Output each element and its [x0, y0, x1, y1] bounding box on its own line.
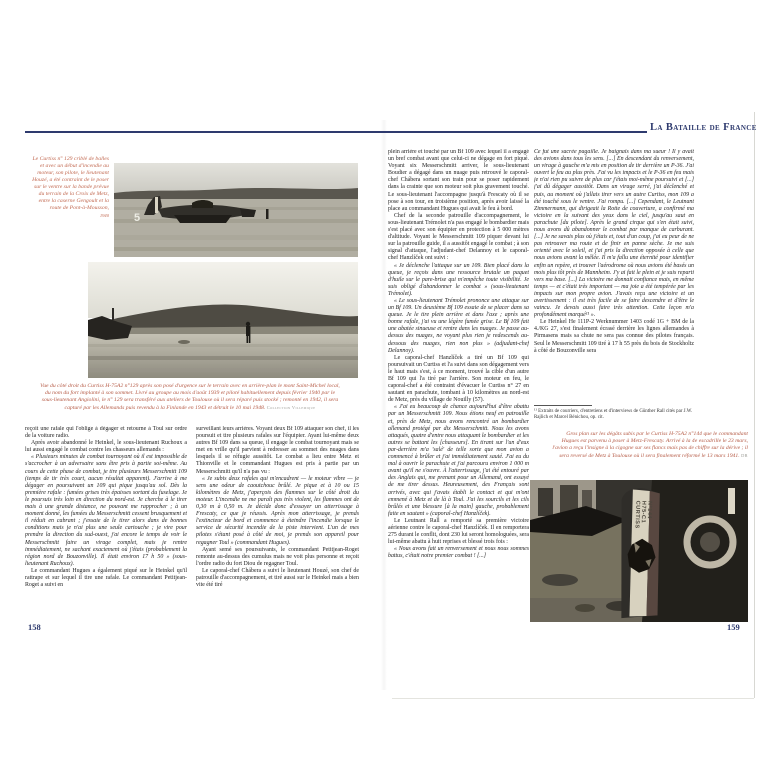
page-edge-bottom [392, 698, 754, 699]
left-page-column-2 [196, 426, 359, 616]
rudder-stencil-line2: H75-C1 [639, 500, 647, 524]
paragraph: Le caporal-chef Chábera a suivi le lieutenant Houzé, son chef de patrouille d'accompagnement, et tiré aussi sur le Heinkel mais a bien vite été tiré [196, 567, 359, 589]
paragraph: surveillant leurs arrières. Voyant deux Bf 109 attaquer son chef, il les poursuit et tire plusieurs rafales sur l'équipier. Ayant lui-même deux autres Bf 109 dans sa queue, il engage le combat tournoyant mais se met en vrille qu'il parvient à redresser au sommet des nuages dans lesquels il se réfugie aussitôt. Le combat a lieu entre Metz et Thionville et le commandant Hugues est pris à partie par un Messerschmitt qu'il n'a pas vu : [196, 426, 359, 475]
photo-curtiss-129-field [114, 163, 358, 257]
photo-caption-left [40, 383, 340, 412]
margin-caption [28, 156, 109, 219]
photo-curtiss-144-rudder-damage [530, 480, 748, 622]
page-number-left: 158 [28, 622, 41, 632]
photo-caption-right [548, 431, 748, 460]
paragraph: « Le sous-lieutenant Trémolet prononce une attaque sur un Bf 109. Un deuxième Bf 109 essaie de se placer dans sa queue. Je le tire plein arrière et dans l'axe ; après une bonne rafale, j'ai vu une légère fumée grise. Le Bf 109 fait une abatée sinueuse et rentre dans les nuages. Je passe au-dessus des nuages, ne voyant plus rien je redescends au-dessous des nuages, rien non plus » (adjudant-chef Delannoy). [388, 297, 529, 354]
paragraph: Le commandant Hugues a également piqué sur le Heinkel qu'il rattrape et sur lequel il tire une rafale. Le commandant Petitjean-Roget a suivi en [25, 567, 187, 589]
rudder [617, 488, 662, 620]
right-page-column-2 [534, 149, 694, 401]
paragraph: « Je déclenche l'attaque sur un 109. Bien placé dans la queue, je reçois dans une ressource brutale un paquet d'huile sur le pare-brise qui m'empêche toute visibilité. Je suis obligé d'abandonner le combat » (sous-lieutenant Trémolet). [388, 262, 529, 297]
paragraph: Le Leutnant Rall a remporté sa première victoire aérienne contre le caporal-chef Hanzlíček. Il en remportera 275 durant le conflit, dont 230 lui seront homologuées, sera lui-même abattu à huit reprises et blessé trois fois : [388, 517, 529, 546]
paragraph: Après avoir abandonné le Heinkel, le sous-lieutenant Ruchoux a lui aussi engagé le combat contre les chasseurs allemands : [25, 440, 187, 454]
paragraph: Ayant semé ses poursuivants, le commandant Petitjean-Roget remonte au-dessus des cumulus mais ne voit plus personne et reçoit l'ordre radio du fort Diou de regagner Toul. [196, 546, 359, 567]
photo-caption-left-credit: Collection Villemique [266, 405, 316, 410]
fuselage-marking [728, 488, 735, 514]
paragraph: « Je subis deux rafales qui m'encadrent — le moteur vibre — je sens une odeur de caoutchouc brûlé. Je pique et à 10 ou 15 kilomètres de Metz, j'aperçois des flammes sur le côté droit du moteur. L'incendie ne me paraît pas très violent, les flammes ont de 0,30 m à 0,50 m. Je décide donc d'essayer un atterrissage à Frescaty, ce que je réussis. Après mon atterrissage, je prends l'extincteur de bord et commence à éteindre l'incendie lorsque le service de sécurité incendie de la piste intervient. L'un de mes pilotes s'étant posé à côté de moi, je prends son appareil pour regagner Toul » (commandant Hugues). [196, 475, 359, 546]
paragraph: reçoit une rafale qui l'oblige à dégager et retourne à Toul sur ordre de la voiture radio. [25, 426, 187, 440]
left-page-column-1 [25, 426, 187, 622]
paragraph: « J'ai eu beaucoup de chance aujourd'hui d'être abattu par un Messerschmitt 109. Nous étions neuf en patrouille et, près de Metz, nous avons rencontré un bombardier allemand protégé par dix Messerschmitt. Nous les avons attaqués, quatre d'entre nous attaquant le bombardier et les autres se battant les [chasseurs]. En tirant sur l'un d'eux par-derrière m'a 'salé' de telle sorte que mon avion a commencé à brûler et j'ai immédiatement sauté. J'ai eu du mal à ouvrir le parachute et j'ai parcouru environ 1 000 m avant qu'il ne s'ouvre. À l'atterrissage, j'ai été entouré par des Anglais qui, me prenant pour un Allemand, ont essayé de me tirer dessus. Heureusement, des Français sont arrivés, avec qui j'avais établi le contact et qui m'ont emmené à Metz et de là à Toul. J'ai les sourcils et les cils brûlés et une blessure [à la main] gauche, probablement faite en sautant » (caporal-chef Hanzlíček). [388, 404, 529, 517]
photo-caption-right-text: Gros plan sur les dégâts subis par le Curtiss H-75A2 n°144 que le commandant Hugues est parvenu à poser à Metz-Frescaty. Arrivé à la 4e escadrille le 23 mars, l'avion a reçu l'insigne à la cigogne sur ses flancs mais pas de chiffre sur la dérive ; il sera reversé de Metz à Toulouse où il sera finalement réformé le 13 mars 1941. [552, 431, 748, 459]
paragraph: Le caporal-chef Hanzlíček a tiré un Bf 109 qui poursuivait un Curtiss et l'a suivi dans son dégagement vers le haut mais s'est, à ce moment, trouvé la cible d'un autre Bf 109 qui l'a tiré par l'arrière. Son moteur en feu, le caporal-chef a été contraint d'évacuer le Curtiss n° 27 en sautant en parachute, tombant à 10 kilomètres au nord-est de Metz, près du village de Nouilly (57). [388, 354, 529, 404]
paragraph: « Plusieurs minutes de combat tournoyant où il est impossible de s'accrocher à un adversaire sans être pris à partie soi-même. Au cours de cette phase de combat, je tire plusieurs Messerschmitt 109 (temps de tir très court, aucun résultat apparent). J'arrive à me dégager en poursuivant un 109 qui pique jusqu'au sol. Dès la première rafale : fumées grises très épaisses sortant du fuselage. Je le poursuis très loin en direction du nord-est. Je cherche à le tirer mais à une grande distance, ne pouvant me rapprocher ; à un moment donné, les fumées du Messerschmitt cessent brusquement et il réduit en cabrant ; j'essaie de le tirer alors dans de bonnes conditions mais je n'ai plus une seule cartouche ; je vire pour prendre la direction du sud-ouest, j'ai encore le temps de voir le Messerschmitt faire un virage complet, mais je rentre immédiatement, ne sachant exactement où j'étais (probablement la région nord de Bouzonville). Il était environ 17 h 50 » (sous-lieutenant Ruchoux). [25, 454, 187, 567]
margin-caption-text: Le Curtiss n° 129 criblé de balles et avec un début d'incendie au moteur, son pilote, le lieutenant Houzé, a été contraint de le poser sur le ventre sur la bande prévue du terrain de la Croix de Metz, entre la caserne Gengoult et la route de Pont-à-Mousson, [32, 156, 109, 211]
right-page-column-1 [388, 149, 529, 637]
photo-caption-right-credit: DR [741, 453, 748, 458]
paragraph: Ce fut une sacrée pagaille. Je baignais dans ma sueur ! Il y avait des avions dans tous les sens. [...] En descendant du renversement, un virage à gauche m'a mis en position de tir derrière un P-36. J'ai ouvert le feu au plus près. J'ai vu les impacts et le P-36 en feu mais je n'ai rien pu suivre de plus car j'étais moi-même poursuivi et [...] j'ai dû dégager aussitôt. Dans un virage serré, j'ai déclenché et puis, au moment où j'allais tirer vers un autre Curtiss, mon 109 a été touché sous le ventre. J'ai rompu. [...] Cependant, le Leutnant Zimmermann, qui dirigeait la Rotte de couverture, a confirmé ma victoire en la suivant des yeux dans le ciel, jusqu'au saut en parachute [du pilote]. Après le grand cirque qui s'en était suivi, nous avons dû abandonner le combat par manque de carburant. [...] Je ne savais plus où j'étais et, tout d'un coup, j'ai eu peur de ne pas retrouver ma route et de finir en panne sèche. Je me suis orienté avec le soleil, et j'ai pris la direction opposée à celle que nous avions avant la mêlée. Il m'a fallu une éternité pour identifier enfin un repère, et trouver l'aérodrome où nous avions été basés un mois plus tôt près de Mannheim. J'y ai fait le plein et je suis reparti vers ma base. [...] La victoire me donnait confiance mais, en même temps — et c'était très important — ma joie a été tempérée par les impacts sur mon propre avion. J'avais reçu une victoire et un avertissement : il est très facile de se faire descendre et d'être le vaincu. Je devais aussi faire très attention. Cette leçon m'a profondément marqué¹¹ ». [534, 149, 694, 319]
paragraph: plein arrière et touché par un Bf 109 avec lequel il a engagé un bref combat avant que celui-ci ne dégage en fort piqué. Voyant six Messerschmitt arriver, le sous-lieutenant Boudier a dégagé dans un nuage puis retrouvé le caporal-chef Chábera sortant son train pour se poser rapidement dans la crainte que son moteur soit plus gravement touché. Le sous-lieutenant l'accompagne jusqu'à Frescaty où il se pose à son tour, en troisième position, après avoir laissé la place au commandant Hugues qui avait le feu à bord. [388, 149, 529, 212]
photo-curtiss-129-wide [88, 262, 358, 378]
footnote-rule [534, 405, 592, 406]
margin-caption-year: 1940 [99, 213, 109, 218]
rudder-stencil-line3: Nº144 [645, 500, 653, 520]
rudder-stencil-line1: CURTISS [633, 500, 641, 529]
paragraph: Chef de la seconde patrouille d'accompagnement, le sous-lieutenant Trémolet n'a pas engagé le bombardier mais s'est placé avec son équipier en protection à 5 000 mètres d'altitude. Voyant le Messerschmitt 109 piquer devant lui sur la patrouille guide, il a aussitôt engagé le combat ; à son signal d'attaque, l'adjudant-chef Delannoy et le caporal-chef Hanzlíček ont suivi : [388, 212, 529, 262]
paragraph: Le Heinkel He 111P-2 Werknummer 1403 codé 1G + BM de la 4./KG 27, s'est finalement écrasé derrière les lignes allemandes à Pirmasens mais sa chute ne sera pas connue des pilotes français. Seul le Messerschmitt 109 tiré à 17 h 55 près du bois de Stockholtz à côté de Bouzonville sera [534, 319, 694, 354]
paragraph: « Nous avons fait un renversement et nous nous sommes battus, c'était notre premier combat ! [...] [388, 546, 529, 560]
footnote: ¹¹ Extraits de courriers, d'entretiens et d'interviews de Günther Rall cités par J.W. Rajlich et Marcel Bénichou, op. cit. [534, 409, 693, 420]
fuselage-number: 5 [134, 212, 141, 224]
header-rule [25, 131, 647, 133]
page-edge-right [754, 112, 755, 698]
chapter-title: La Bataille de France [650, 122, 757, 133]
page-number-right: 159 [727, 622, 740, 632]
photo-caption-left-text: Vue du côté droit du Curtiss H-75A2 n°129 après son posé d'urgence sur le terrain avec en arrière-plan le mont Saint-Michel local, du nom du fort implanté à son sommet. Livré au groupe au mois d'août 1939 et piloté habituellement depuis février 1940 par le sous-lieutenant Angiolini, le n° 129 sera transféré aux ateliers de Toulouse où il sera réparé puis stocké ; remonté en 1942, il sera capturé par les Allemands puis revendu à la Finlande en 1943 et détruit le 10 mai 1948. [40, 383, 340, 411]
page-gutter [381, 120, 387, 690]
